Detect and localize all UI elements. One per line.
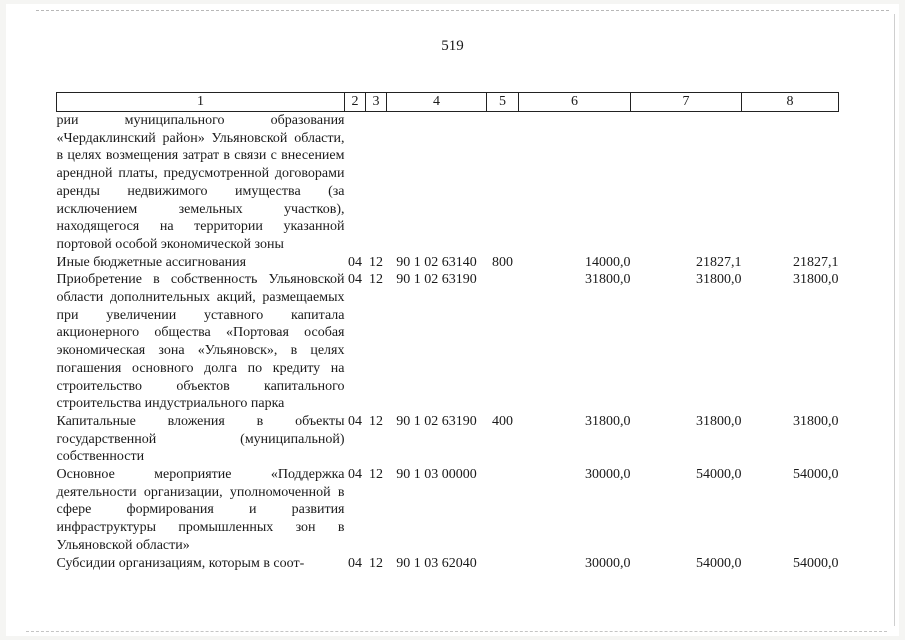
scan-edge-bottom [26, 631, 887, 632]
row-name: Субсидии организациям, которым в соот- [56, 555, 305, 571]
row-amount-3: 54000,0 [793, 467, 839, 483]
header-col-7: 7 [631, 93, 742, 112]
row-amount-3: 31800,0 [793, 272, 839, 288]
row-expense-type [487, 555, 519, 573]
table-row [57, 254, 839, 272]
row-expense-type: 400 [492, 413, 513, 429]
scan-edge-top [36, 10, 889, 11]
table-row [57, 271, 839, 413]
row-name: Иные бюджетные ассигнования [56, 254, 247, 270]
row-name: рии муниципального образования «Чердаклинский район» Ульяновской области, в целях возмещения затрат в связи с внесением арендной платы, предусмотренной договорами аренды недвижимого имущества (за исключением земельных участков), находящегося на территории указанной портовой особой экономической зоны [56, 113, 345, 252]
row-amount-3: 54000,0 [793, 555, 839, 571]
header-col-1: 1 [57, 93, 345, 112]
row-amount-3: 31800,0 [793, 413, 839, 429]
row-subsection: 12 [369, 272, 383, 288]
row-subsection: 12 [369, 254, 383, 270]
row-expense-type [487, 466, 519, 555]
row-name: Приобретение в собственность Ульяновской области дополнительных акций, размещаемых при увеличении уставного капитала акционерного общества «Портовая особая экономическая зона «Ульяновск», в целях погашения основного долга по кредиту на строительство объектов капитального строительства индустриального парка [56, 272, 345, 412]
page-number: 519 [441, 38, 464, 54]
table-header-row [57, 93, 839, 112]
row-section: 04 [348, 254, 362, 270]
row-expense-type [487, 112, 519, 254]
row-target-code: 90 1 02 63190 [396, 272, 477, 288]
table-row [57, 413, 839, 466]
header-col-2: 2 [345, 93, 366, 112]
header-col-5: 5 [487, 93, 519, 112]
row-subsection: 12 [369, 555, 383, 571]
header-col-8: 8 [742, 93, 839, 112]
row-section: 04 [348, 413, 362, 429]
row-amount-1: 31800,0 [585, 413, 631, 429]
row-amount-1: 30000,0 [585, 467, 631, 483]
row-subsection [366, 112, 387, 254]
row-section: 04 [348, 555, 362, 571]
row-section: 04 [348, 272, 362, 288]
row-amount-2: 21827,1 [696, 254, 742, 270]
row-subsection: 12 [369, 413, 383, 429]
row-amount-3: 21827,1 [793, 254, 839, 270]
row-amount-1: 31800,0 [585, 272, 631, 288]
row-amount-3 [742, 112, 839, 254]
row-amount-2: 31800,0 [696, 272, 742, 288]
row-name: Капитальные вложения в объекты государственной (муниципальной) собственности [56, 413, 345, 465]
row-expense-type: 800 [492, 254, 513, 270]
document-page [6, 4, 899, 636]
table-row [57, 112, 839, 254]
header-col-3: 3 [366, 93, 387, 112]
row-amount-1: 30000,0 [585, 555, 631, 571]
row-target-code: 90 1 02 63140 [396, 254, 477, 270]
table-row [57, 555, 839, 573]
row-target-code [387, 112, 487, 254]
row-amount-1 [519, 112, 631, 254]
row-amount-2: 54000,0 [696, 467, 742, 483]
header-col-4: 4 [387, 93, 487, 112]
row-section [345, 112, 366, 254]
row-section: 04 [348, 467, 362, 483]
row-amount-2 [631, 112, 742, 254]
row-subsection: 12 [369, 467, 383, 483]
header-col-6: 6 [519, 93, 631, 112]
row-amount-2: 31800,0 [696, 413, 742, 429]
row-expense-type [487, 271, 519, 413]
row-amount-2: 54000,0 [696, 555, 742, 571]
row-target-code: 90 1 03 62040 [396, 555, 477, 571]
budget-table [56, 92, 839, 572]
row-target-code: 90 1 02 63190 [396, 413, 477, 429]
row-name: Основное мероприятие «Поддержка деятельности организации, уполномоченной в сфере формирования и развития инфраструктуры промышленных зон в Ульяновской области» [56, 467, 345, 553]
row-amount-1: 14000,0 [585, 254, 631, 270]
scan-edge-right [894, 14, 895, 626]
row-target-code: 90 1 03 00000 [396, 467, 477, 483]
table-row [57, 466, 839, 555]
